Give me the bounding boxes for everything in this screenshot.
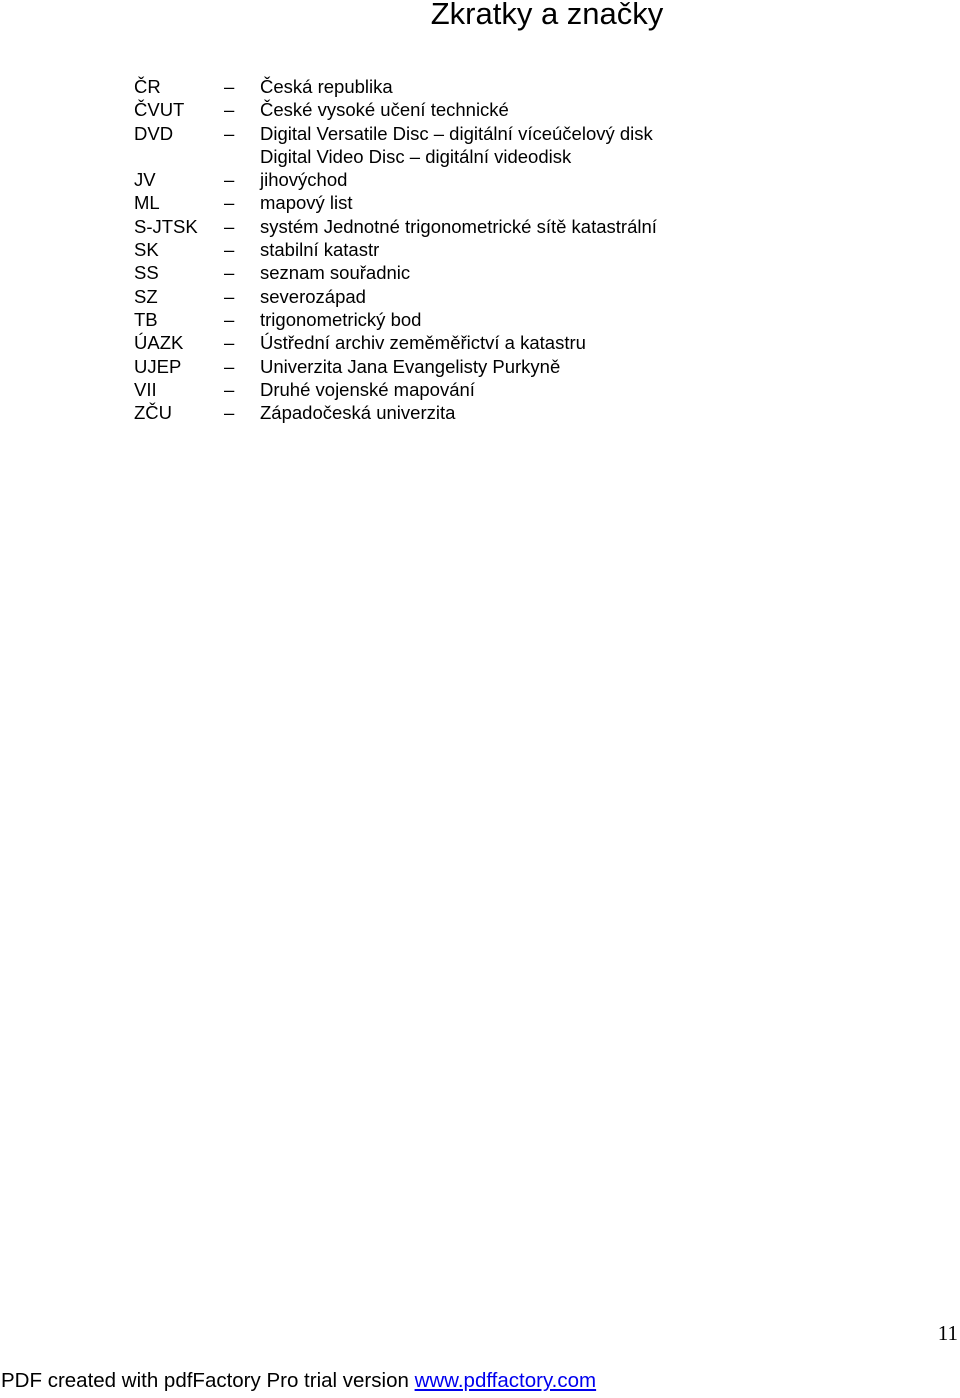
abbreviation-definition: Druhé vojenské mapování (260, 378, 475, 400)
abbreviation-term: ČVUT (134, 99, 185, 121)
abbreviation-row (134, 308, 657, 331)
page-title: Zkratky a značky (430, 0, 664, 31)
abbreviation-term: SK (134, 239, 159, 261)
abbreviation-dash: – (224, 192, 235, 214)
abbreviation-row (134, 355, 657, 378)
abbreviation-dash: – (224, 355, 235, 377)
abbreviation-row (134, 191, 657, 214)
abbreviation-dash: – (224, 169, 235, 191)
abbreviation-row (134, 215, 657, 238)
abbreviation-row (134, 261, 657, 284)
abbreviation-definition: Univerzita Jana Evangelisty Purkyně (260, 355, 561, 377)
abbreviation-dash: – (224, 332, 235, 354)
abbreviation-dash: – (224, 239, 235, 261)
page-number: 11 (937, 1321, 958, 1345)
abbreviation-definition: Digital Video Disc – digitální videodisk (260, 145, 572, 167)
abbreviation-row (134, 401, 657, 424)
abbreviation-dash: – (224, 262, 235, 284)
abbreviation-row (134, 331, 657, 354)
pdf-footer (1, 1368, 596, 1394)
footer-text: PDF created with pdfFactory Pro trial version (1, 1369, 415, 1392)
abbreviation-definition: systém Jednotné trigonometrické sítě katastrální (260, 215, 657, 237)
abbreviation-definition: severozápad (260, 285, 366, 307)
abbreviation-row (134, 98, 657, 121)
abbreviation-definition: seznam souřadnic (260, 262, 411, 284)
abbreviation-term: SZ (134, 285, 158, 307)
abbreviation-row (134, 75, 657, 98)
abbreviation-definition: jihovýchod (260, 169, 348, 191)
abbreviation-term: ÚAZK (134, 332, 184, 354)
abbreviation-list-body (134, 75, 657, 424)
abbreviation-row (134, 238, 657, 261)
abbreviation-dash: – (224, 285, 235, 307)
abbreviation-definition: mapový list (260, 192, 353, 214)
abbreviation-definition: trigonometrický bod (260, 308, 422, 330)
abbreviation-dash: – (224, 99, 235, 121)
abbreviation-term: ČR (134, 76, 161, 97)
abbreviation-term: JV (134, 169, 156, 191)
abbreviation-definition: Česká republika (260, 76, 393, 97)
abbreviation-row (134, 122, 657, 145)
abbreviation-term (134, 145, 224, 168)
abbreviation-term: UJEP (134, 355, 182, 377)
pdffactory-link[interactable]: www.pdffactory.com (414, 1369, 597, 1392)
abbreviation-definition: Digital Versatile Disc – digitální víceúčelový disk (260, 122, 653, 144)
abbreviation-dash: – (224, 402, 235, 424)
abbreviation-row (134, 378, 657, 401)
abbreviation-definition: Západočeská univerzita (260, 402, 456, 424)
abbreviation-dash: – (224, 122, 235, 144)
abbreviation-dash: – (224, 76, 235, 97)
abbreviation-term: S-JTSK (134, 215, 198, 237)
abbreviation-term: ML (134, 192, 160, 214)
abbreviation-definition: České vysoké učení technické (260, 99, 509, 121)
abbreviation-dash: – (224, 215, 235, 237)
abbreviation-dash: – (224, 378, 235, 400)
abbreviation-term: VII (134, 378, 157, 400)
abbreviation-definition: stabilní katastr (260, 239, 380, 261)
abbreviation-row (134, 168, 657, 191)
abbreviation-list (134, 75, 657, 424)
abbreviation-dash: – (224, 308, 235, 330)
abbreviation-term: TB (134, 308, 158, 330)
abbreviation-definition: Ústřední archiv zeměměřictví a katastru (260, 332, 586, 354)
abbreviation-row (134, 285, 657, 308)
abbreviation-term: SS (134, 262, 159, 284)
abbreviation-dash (224, 145, 260, 168)
abbreviation-term: DVD (134, 122, 174, 144)
abbreviation-term: ZČU (134, 402, 173, 424)
abbreviation-row (134, 145, 657, 168)
